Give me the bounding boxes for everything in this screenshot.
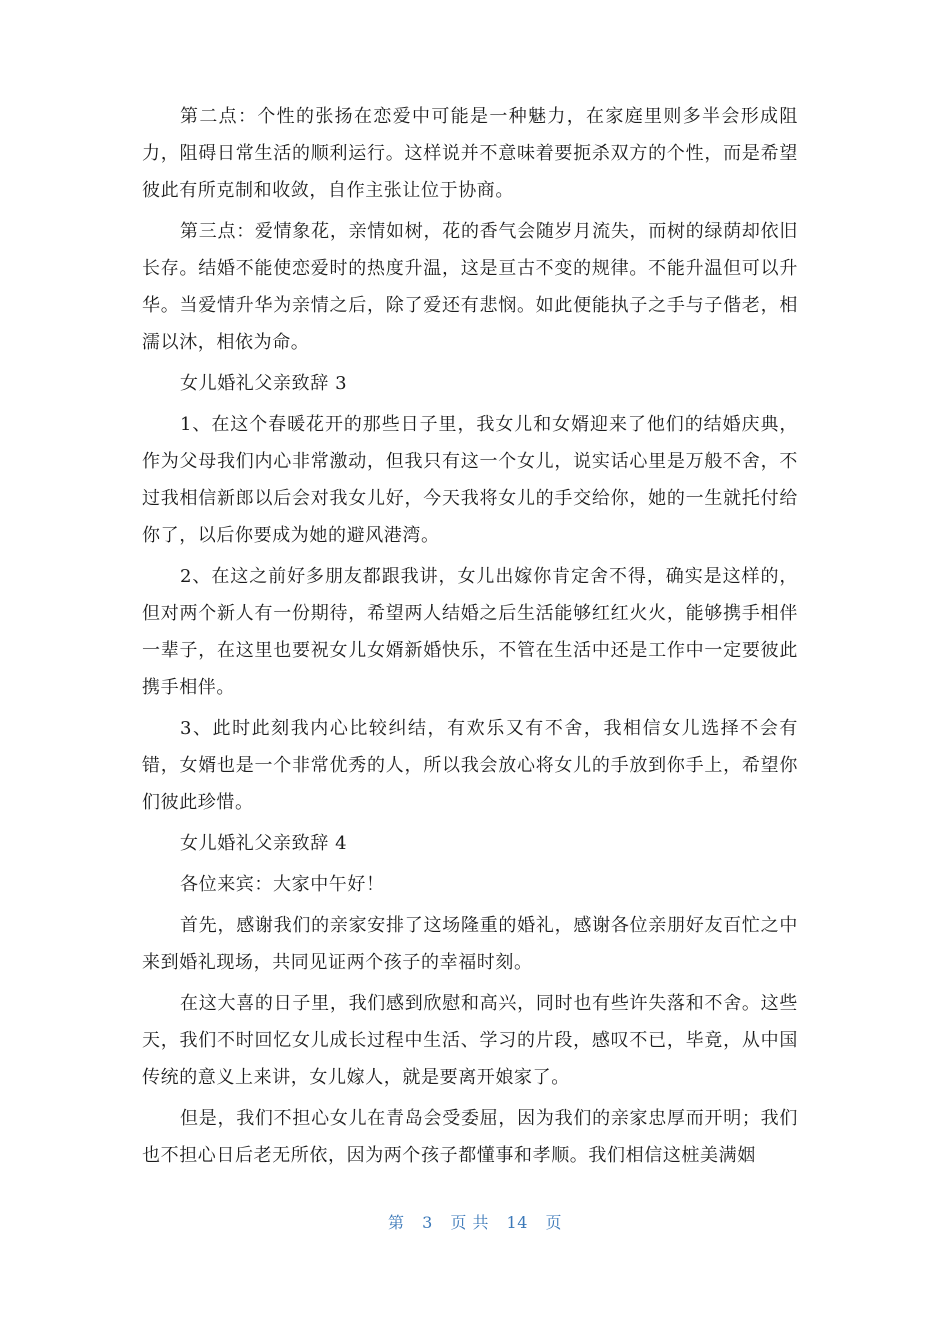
section-heading-4: 女儿婚礼父亲致辞 4: [180, 833, 348, 854]
footer-suffix: 页: [545, 1213, 563, 1232]
footer-middle: 页 共: [450, 1213, 489, 1232]
paragraph-point-two: 第二点：个性的张扬在恋爱中可能是一种魅力，在家庭里则多半会形成阻力，阻碍日常生活的顺利运行。这样说并不意味着要扼杀双方的个性，而是希望彼此有所克制和收敛，自作主张让位于协商。: [142, 106, 798, 201]
paragraph-feelings: 在这大喜的日子里，我们感到欣慰和高兴，同时也有些许失落和不舍。这些天，我们不时回忆女儿成长过程中生活、学习的片段，感叹不已，毕竟，从中国传统的意义上来讲，女儿嫁人，就是要离开娘家了。: [142, 993, 798, 1088]
footer-prefix: 第: [387, 1213, 405, 1232]
paragraph-greeting: 各位来宾：大家中午好！: [180, 874, 385, 895]
footer-total-pages: 14: [506, 1213, 528, 1232]
footer-current-page: 3: [422, 1213, 433, 1232]
paragraph-thanks: 首先，感谢我们的亲家安排了这场隆重的婚礼，感谢各位亲朋好友百忙之中来到婚礼现场，共同见证两个孩子的幸福时刻。: [142, 915, 798, 973]
paragraph-item-2: 2、在这之前好多朋友都跟我讲，女儿出嫁你肯定舍不得，确实是这样的，但对两个新人有一份期待，希望两人结婚之后生活能够红红火火，能够携手相伴一辈子，在这里也要祝女儿女婿新婚快乐，不管在生活中还是工作中一定要彼此携手相伴。: [142, 566, 798, 698]
paragraph-assurance: 但是，我们不担心女儿在青岛会受委屈，因为我们的亲家忠厚而开明；我们也不担心日后老无所依，因为两个孩子都懂事和孝顺。我们相信这桩美满姻: [142, 1108, 798, 1166]
document-body: [142, 98, 798, 1178]
paragraph-point-three: 第三点：爱情象花，亲情如树，花的香气会随岁月流失，而树的绿荫却依旧长存。结婚不能使恋爱时的热度升温，这是亘古不变的规律。不能升温但可以升华。当爱情升华为亲情之后，除了爱还有悲悯。如此便能执子之手与子偕老，相濡以沐，相依为命。: [142, 221, 798, 353]
section-heading-3: 女儿婚礼父亲致辞 3: [180, 373, 348, 394]
page-footer: [0, 1210, 950, 1233]
paragraph-item-3: 3、此时此刻我内心比较纠结，有欢乐又有不舍，我相信女儿选择不会有错，女婿也是一个非常优秀的人，所以我会放心将女儿的手放到你手上，希望你们彼此珍惜。: [142, 718, 798, 813]
paragraph-item-1: 1、在这个春暖花开的那些日子里，我女儿和女婿迎来了他们的结婚庆典，作为父母我们内心非常激动，但我只有这一个女儿，说实话心里是万般不舍，不过我相信新郎以后会对我女儿好，今天我将女儿的手交给你，她的一生就托付给你了，以后你要成为她的避风港湾。: [142, 414, 798, 546]
